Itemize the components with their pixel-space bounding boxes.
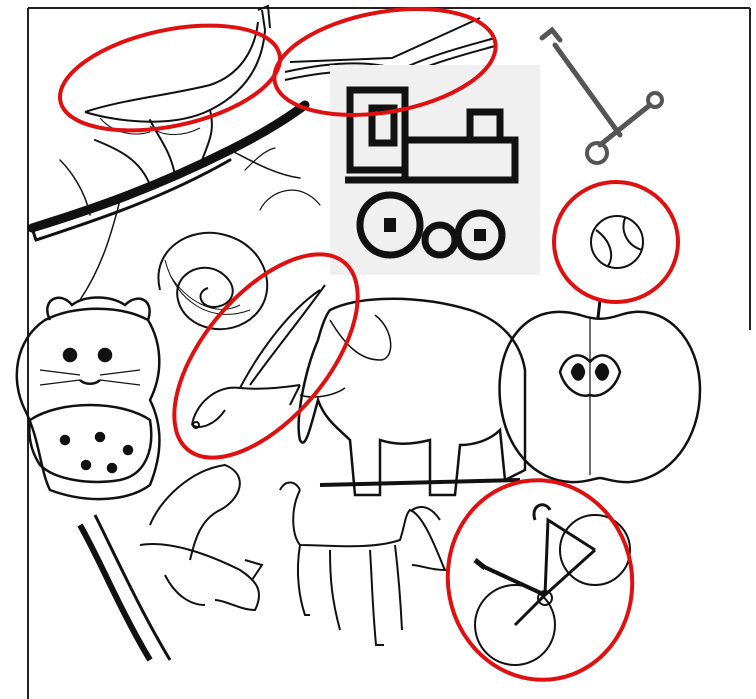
pixel-train-drawing xyxy=(330,65,540,275)
kick-scooter-drawing xyxy=(542,30,662,163)
highlight-circle-banana xyxy=(50,8,289,148)
banana-drawing xyxy=(85,6,270,135)
squirrel-drawing xyxy=(80,465,262,660)
bicycle-drawing xyxy=(475,505,630,665)
apple-half-drawing xyxy=(500,300,700,482)
highlight-circle-bicycle xyxy=(432,466,648,695)
hamster-drawing xyxy=(17,298,160,500)
dog-drawing xyxy=(280,483,445,646)
snail-shell-drawing xyxy=(158,233,267,329)
highlight-circle-tennis-ball xyxy=(554,182,678,302)
tennis-ball-drawing xyxy=(591,216,643,268)
elephant-drawing xyxy=(299,299,525,495)
